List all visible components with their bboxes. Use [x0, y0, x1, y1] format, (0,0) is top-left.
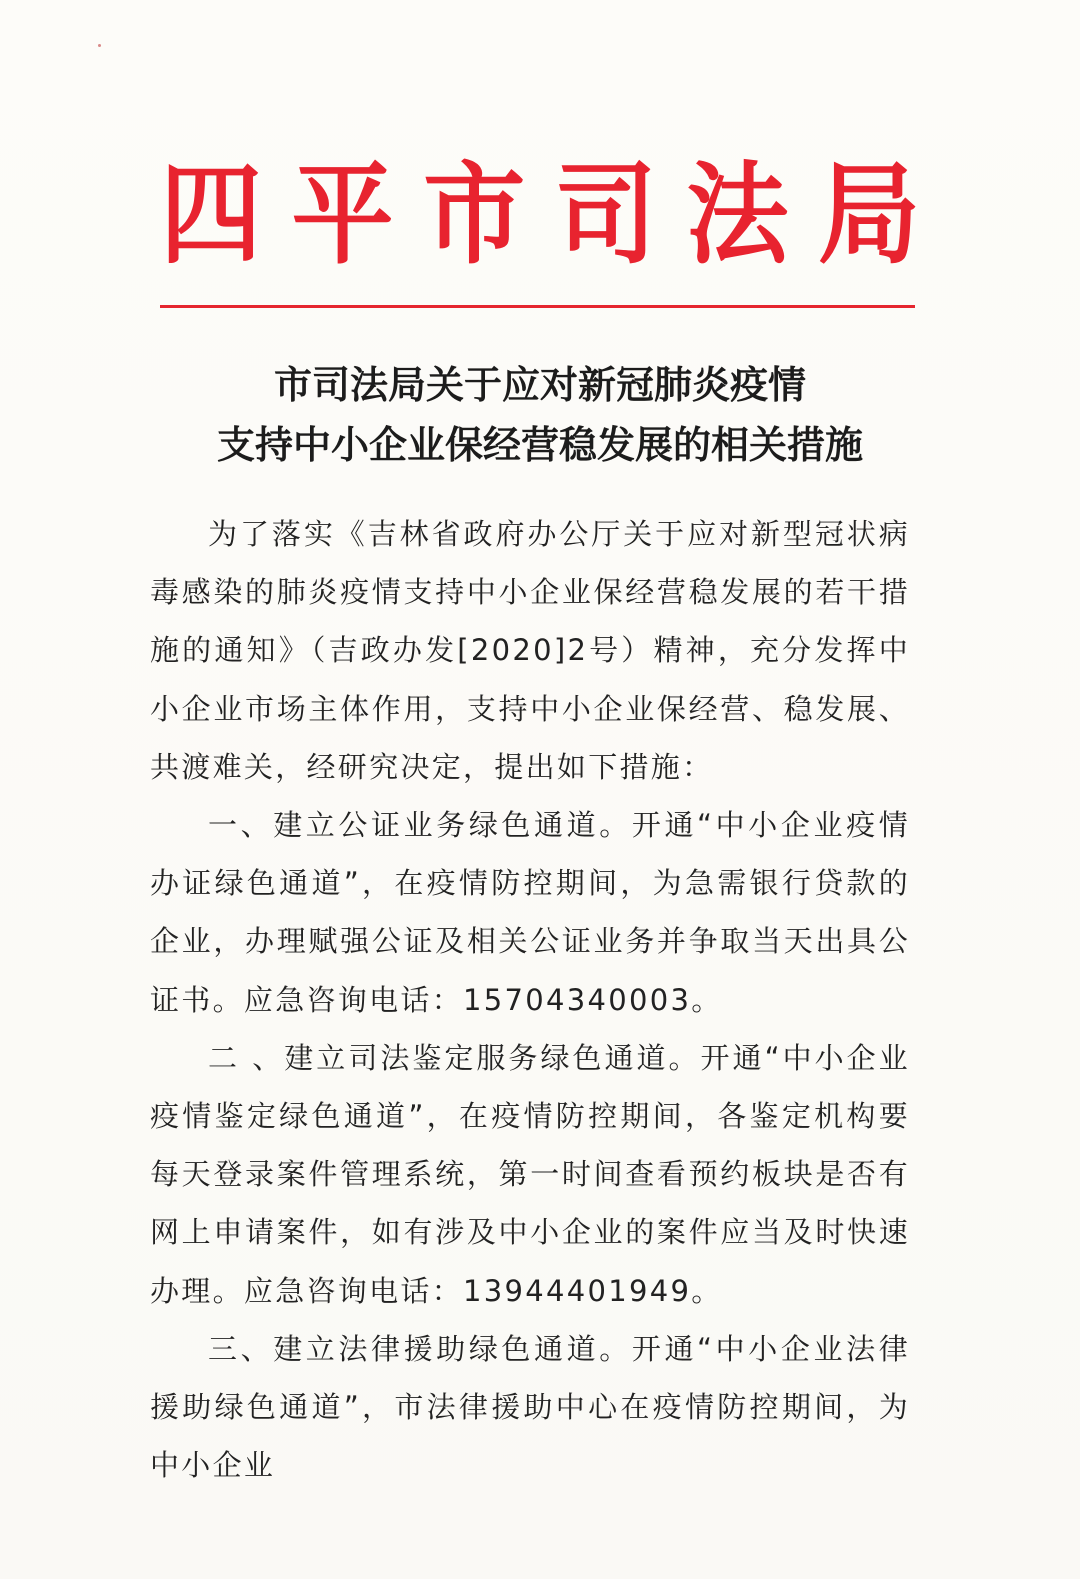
document-body	[150, 505, 910, 1494]
masthead-char: 平	[291, 150, 394, 280]
intro-paragraph: 为了落实《吉林省政府办公厅关于应对新型冠状病毒感染的肺炎疫情支持中小企业保经营稳发展的若干措施的通知》（吉政办发[2020]2号）精神，充分发挥中小企业市场主体作用，支持中小企业保经营、稳发展、共渡难关，经研究决定，提出如下措施：	[150, 517, 910, 784]
measure-1-paragraph: 一、建立公证业务绿色通道。开通“中小企业疫情办证绿色通道”，在疫情防控期间，为急需银行贷款的企业，办理赋强公证及相关公证业务并争取当天出具公证书。应急咨询电话：15704340003。	[150, 808, 910, 1017]
masthead-char: 司	[554, 150, 657, 280]
red-divider-line	[160, 305, 915, 308]
masthead-char: 市	[423, 150, 526, 280]
measure-3-paragraph: 三、建立法律援助绿色通道。开通“中小企业法律援助绿色通道”，市法律援助中心在疫情防控期间，为中小企业	[150, 1331, 910, 1483]
agency-masthead	[160, 150, 920, 280]
scan-speck	[98, 44, 101, 47]
masthead-char: 局	[817, 150, 920, 280]
document-title-line-2: 支持中小企业保经营稳发展的相关措施	[216, 422, 863, 467]
document-title-line-1: 市司法局关于应对新冠肺炎疫情	[273, 362, 806, 407]
measure-2-paragraph: 二 、建立司法鉴定服务绿色通道。开通“中小企业疫情鉴定绿色通道”，在疫情防控期间，各鉴定机构要每天登录案件管理系统，第一时间查看预约板块是否有网上申请案件，如有涉及中小企业的案件应当及时快速办理。应急咨询电话：13944401949。	[150, 1040, 910, 1308]
masthead-char: 四	[160, 150, 262, 280]
masthead-char: 法	[686, 150, 789, 280]
